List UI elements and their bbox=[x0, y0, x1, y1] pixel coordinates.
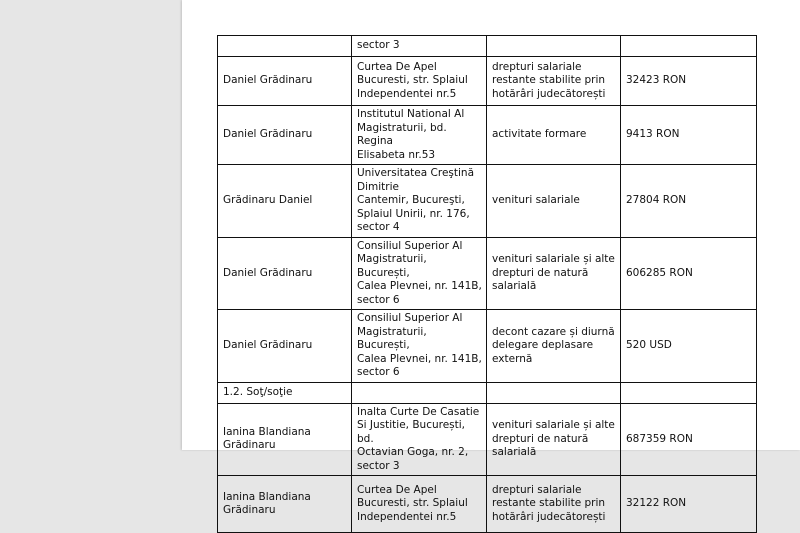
table-row bbox=[218, 165, 757, 238]
table-cell bbox=[352, 382, 487, 403]
table-cell: Daniel Grădinaru bbox=[218, 310, 352, 383]
table-cell: 687359 RON bbox=[621, 403, 757, 476]
table-cell: Daniel Grădinaru bbox=[218, 57, 352, 106]
table-cell: decont cazare și diurnă delegare deplasare externă bbox=[487, 310, 621, 383]
table-cell bbox=[621, 36, 757, 57]
table-cell: Universitatea Creştină Dimitrie Cantemir, Bucureşti, Splaiul Unirii, nr. 176, sector 4 bbox=[352, 165, 487, 238]
income-table bbox=[217, 35, 757, 533]
table-cell: activitate formare bbox=[487, 106, 621, 165]
table-cell: Curtea De Apel Bucuresti, str. Splaiul Independentei nr.5 bbox=[352, 476, 487, 533]
table-row bbox=[218, 310, 757, 383]
table-cell: venituri salariale și alte drepturi de natură salarială bbox=[487, 403, 621, 476]
table-cell: 32122 RON bbox=[621, 476, 757, 533]
table-cell: drepturi salariale restante stabilite prin hotărâri judecătorești bbox=[487, 57, 621, 106]
table-cell: 27804 RON bbox=[621, 165, 757, 238]
table-row bbox=[218, 403, 757, 476]
section-heading-cell: 1.2. Soţ/soţie bbox=[218, 382, 352, 403]
table-cell bbox=[621, 382, 757, 403]
table-cell: Daniel Grădinaru bbox=[218, 237, 352, 310]
table-cell bbox=[487, 382, 621, 403]
table-row bbox=[218, 237, 757, 310]
table-cell bbox=[487, 36, 621, 57]
table-cell: 32423 RON bbox=[621, 57, 757, 106]
table-row bbox=[218, 57, 757, 106]
table-row bbox=[218, 476, 757, 533]
document-page bbox=[182, 0, 800, 523]
table-cell: 9413 RON bbox=[621, 106, 757, 165]
table-cell: Daniel Grădinaru bbox=[218, 106, 352, 165]
table-cell: 606285 RON bbox=[621, 237, 757, 310]
table-cell: Ianina Blandiana Grădinaru bbox=[218, 476, 352, 533]
table-cell: Consiliul Superior Al Magistraturii, București, Calea Plevnei, nr. 141B, sector 6 bbox=[352, 310, 487, 383]
table-cell: Consiliul Superior Al Magistraturii, București, Calea Plevnei, nr. 141B, sector 6 bbox=[352, 237, 487, 310]
table-row bbox=[218, 36, 757, 57]
table-cell: Institutul National Al Magistraturii, bd. Regina Elisabeta nr.53 bbox=[352, 106, 487, 165]
table-cell: sector 3 bbox=[352, 36, 487, 57]
table-cell: Grădinaru Daniel bbox=[218, 165, 352, 238]
table-cell: Curtea De Apel Bucuresti, str. Splaiul Independentei nr.5 bbox=[352, 57, 487, 106]
table-cell bbox=[218, 36, 352, 57]
table-cell: venituri salariale bbox=[487, 165, 621, 238]
table-row bbox=[218, 106, 757, 165]
table-cell: drepturi salariale restante stabilite prin hotărâri judecătorești bbox=[487, 476, 621, 533]
table-cell: Inalta Curte De Casatie Si Justitie, București, bd. Octavian Goga, nr. 2, sector 3 bbox=[352, 403, 487, 476]
table-cell: Ianina Blandiana Grădinaru bbox=[218, 403, 352, 476]
table-cell: venituri salariale și alte drepturi de natură salarială bbox=[487, 237, 621, 310]
table-row bbox=[218, 382, 757, 403]
table-cell: 520 USD bbox=[621, 310, 757, 383]
